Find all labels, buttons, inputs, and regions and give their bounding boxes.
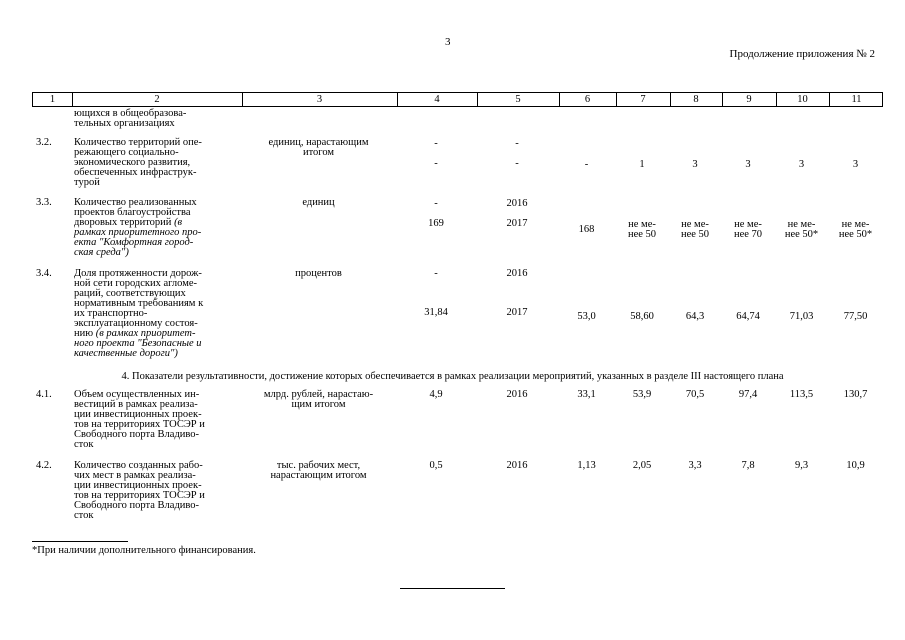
header-col-1: 1 <box>49 94 56 105</box>
row-3-3-col4: - 169 <box>428 198 444 229</box>
row-3-3-col10: не ме- нее 50* <box>784 219 819 240</box>
row-3-3-col9: не ме- нее 70 <box>733 219 763 240</box>
row-4-1-col10: 113,5 <box>789 389 814 400</box>
row-3-4-col9: 64,74 <box>736 311 760 322</box>
row-3-4-col10: 71,03 <box>789 311 814 322</box>
header-col-10: 10 <box>797 94 808 105</box>
row-4-1-col4: 4,9 <box>429 389 443 400</box>
header-col-6: 6 <box>584 94 591 105</box>
row-4-2-col8: 3,3 <box>688 460 702 471</box>
row-3-4-unit: процентов <box>295 268 342 279</box>
row-3-4-col5-a: 2016 <box>506 268 528 279</box>
row-4-2-num: 4.2. <box>36 460 52 471</box>
section-4-title: 4. Показатели результативности, достижение которых обеспечивается в рамках реализации мероприятий, указанных в разделе III настоящего плана <box>121 371 784 382</box>
header-col-4: 4 <box>434 94 440 105</box>
row-3-4-name-text: Доля протяженности дорож- ной сети городских агломе- раций, соответствующих нормативным требованиям к их транспортно- эксплуатационному состоя- нию <box>74 268 204 339</box>
row-3-2-col4: - - <box>434 138 438 169</box>
row-3-2-col5: - - <box>515 138 519 169</box>
header-col-11: 11 <box>851 94 862 105</box>
row-4-1-name: Объем осуществленных ин- вестиций в рамках реализа- ции инвестиционных проек- тов на территориях ТОСЭР и Свободного порта Владиво- сток <box>74 389 205 450</box>
row-4-1-col9: 97,4 <box>738 389 758 400</box>
header-col-9: 9 <box>746 94 752 105</box>
row-3-3-name <box>74 198 201 258</box>
header-col-3: 3 <box>316 94 323 105</box>
footnote: *При наличии дополнительного финансирования. <box>32 545 256 556</box>
header-col-2: 2 <box>154 94 160 105</box>
page-number: 3 <box>445 36 451 48</box>
row-3-4-col11: 77,50 <box>843 311 868 322</box>
row-3-4-name <box>74 269 203 359</box>
row-3-4-col4-b: 31,84 <box>424 307 448 318</box>
row-3-4-col7: 58,60 <box>630 311 654 322</box>
row-3-4-name-note: (в рамках приоритет- ного проекта "Безопасные и качественные дороги") <box>74 328 202 359</box>
row-4-1-num: 4.1. <box>36 389 52 400</box>
row-4-2-name: Количество созданных рабо- чих мест в рамках реализа- ции инвестиционных проек- тов на территориях ТОСЭР и Свободного порта Владиво- сток <box>74 460 205 521</box>
header-col-8: 8 <box>693 94 699 105</box>
row-3-2-unit: единиц, нарастающим итогом <box>268 137 369 158</box>
row-3-4-col8: 64,3 <box>685 311 705 322</box>
row-3-3-col7: не ме- нее 50 <box>627 219 657 240</box>
header-col-7: 7 <box>640 94 646 105</box>
row-4-2-unit: тыс. рабочих мест, нарастающим итогом <box>270 460 367 481</box>
row-3-2-col7: 1 <box>639 159 645 170</box>
row-3-4-num: 3.4. <box>36 268 52 279</box>
row-4-1-col6: 33,1 <box>577 389 596 400</box>
row-3-4-col4-a: - <box>434 268 438 279</box>
row-4-2-col5: 2016 <box>506 460 528 471</box>
row-4-2-col4: 0,5 <box>429 460 443 471</box>
row-3-3-name-text: Количество реализованных проектов благоустройства дворовых территорий <box>74 197 197 228</box>
table-header-row <box>32 92 883 107</box>
continuation-label: Продолжение приложения № 2 <box>729 48 875 60</box>
row-3-3-col11: не ме- нее 50* <box>838 219 873 240</box>
row-4-2-col6: 1,13 <box>577 460 596 471</box>
row-3-3-num: 3.3. <box>36 197 52 208</box>
row-3-3-col6: 168 <box>578 224 595 235</box>
row-4-2-col10: 9,3 <box>794 460 809 471</box>
row-4-1-col11: 130,7 <box>843 389 868 400</box>
header-col-5: 5 <box>515 94 521 105</box>
row-4-2-col9: 7,8 <box>741 460 755 471</box>
row-3-3-unit: единиц <box>302 197 335 208</box>
row-3-3-name-note: (в рамках приоритетного про- екта "Комфортная город- ская среда") <box>74 217 202 258</box>
row-3-2-col8: 3 <box>692 159 698 170</box>
row-3-2-num: 3.2. <box>36 137 52 148</box>
row-3-2-col9: 3 <box>745 159 751 170</box>
footnote-separator <box>32 541 128 542</box>
row-3-4-col5-b: 2017 <box>506 307 528 318</box>
carry-over-text: ющихся в общеобразова- тельных организациях <box>74 108 187 129</box>
row-4-1-col8: 70,5 <box>685 389 705 400</box>
row-3-2-col10: 3 <box>798 159 805 170</box>
row-3-2-col6: - <box>584 159 589 170</box>
row-4-1-unit: млрд. рублей, нарастаю- щим итогом <box>263 389 374 410</box>
row-4-2-col7: 2,05 <box>632 460 652 471</box>
row-3-3-col8: не ме- нее 50 <box>680 219 710 240</box>
row-3-2-col11: 3 <box>852 159 859 170</box>
row-4-1-col5: 2016 <box>506 389 528 400</box>
row-4-2-col11: 10,9 <box>846 460 865 471</box>
row-3-2-name: Количество территорий опе- режающего социально- экономического развития, обеспеченных инфраструк- турой <box>74 137 202 188</box>
bottom-divider <box>400 588 505 589</box>
row-3-4-col6: 53,0 <box>577 311 596 322</box>
row-4-1-col7: 53,9 <box>632 389 652 400</box>
row-3-3-col5: 2016 2017 <box>506 198 528 229</box>
